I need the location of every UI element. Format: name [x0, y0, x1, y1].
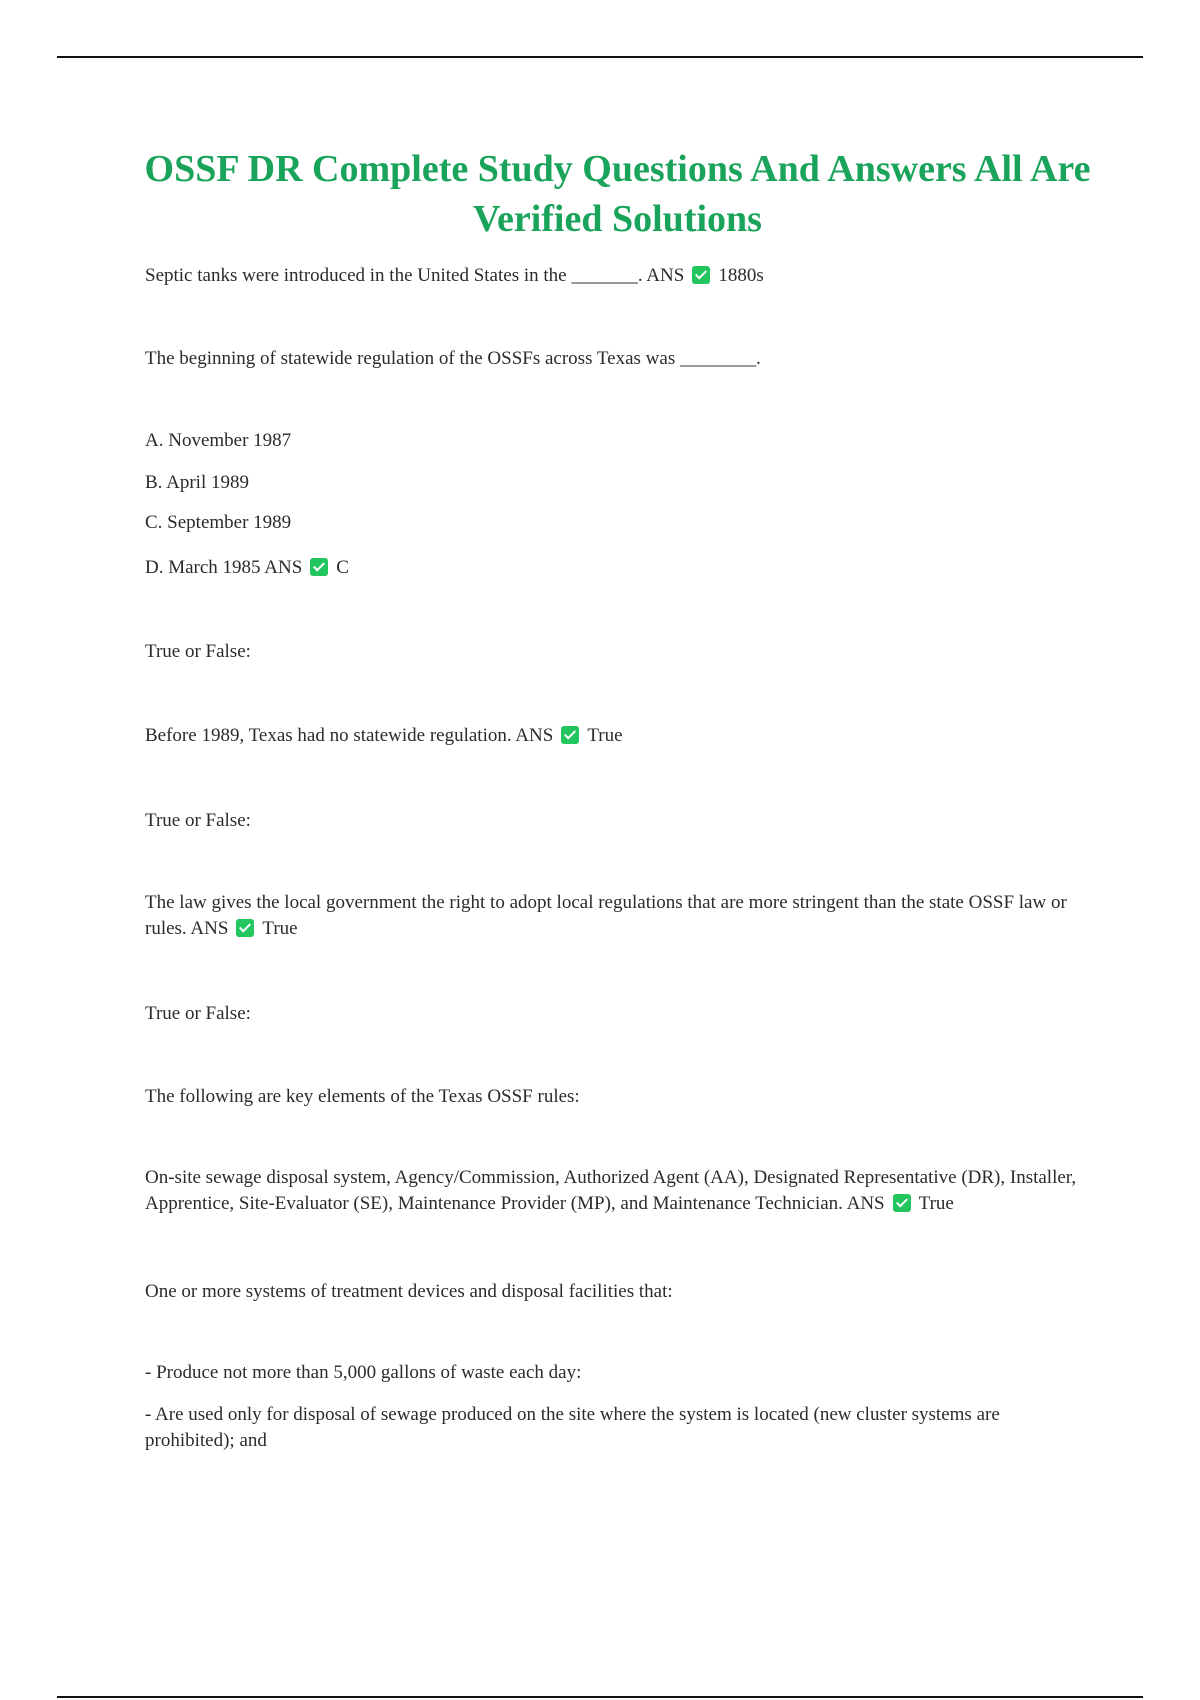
question-1	[145, 263, 1085, 289]
question-6-bullet-2: - Are used only for disposal of sewage produced on the site where the system is located (new cluster systems are prohibited); and	[145, 1404, 1000, 1451]
document-title: OSSF DR Complete Study Questions And Answers All Are Verified Solutions	[144, 148, 1091, 240]
question-2-answer: C	[336, 557, 349, 578]
checkbox-checked-icon	[893, 1194, 911, 1212]
question-4	[145, 890, 1085, 942]
question-6-bullet-1: - Produce not more than 5,000 gallons of waste each day:	[145, 1362, 582, 1383]
question-2-text: The beginning of statewide regulation of the OSSFs across Texas was ________.	[145, 348, 761, 369]
question-2-option-c: C. September 1989	[145, 512, 292, 533]
checkbox-checked-icon	[561, 726, 579, 744]
question-1-answer: 1880s	[718, 265, 764, 286]
question-5-text: On-site sewage disposal system, Agency/Commission, Authorized Agent (AA), Designated Representative (DR), Installer, Apprentice, Site-Evaluator (SE), Maintenance Provider (MP), and Maintenance Technician. ANS	[145, 1167, 1077, 1214]
question-3-prompt: True or False:	[145, 641, 251, 662]
header-rule	[57, 56, 1143, 58]
question-2-option-d-text: D. March 1985 ANS	[145, 557, 303, 578]
question-1-text: Septic tanks were introduced in the United States in the _______. ANS	[145, 265, 685, 286]
question-5-answer: True	[918, 1193, 954, 1214]
question-5-intro: The following are key elements of the Texas OSSF rules:	[145, 1086, 580, 1107]
footer-rule	[57, 1696, 1143, 1698]
checkbox-checked-icon	[692, 266, 710, 284]
question-2-option-b: B. April 1989	[145, 472, 249, 493]
question-4-text: The law gives the local government the right to adopt local regulations that are more stringent than the state OSSF law or rules. ANS	[145, 892, 1067, 939]
question-5-prompt: True or False:	[145, 1003, 251, 1024]
question-4-prompt: True or False:	[145, 810, 251, 831]
question-3	[145, 723, 1085, 749]
checkbox-checked-icon	[236, 919, 254, 937]
question-2-option-d	[145, 555, 1085, 581]
checkbox-checked-icon	[310, 558, 328, 576]
question-3-text: Before 1989, Texas had no statewide regulation. ANS	[145, 725, 554, 746]
question-3-answer: True	[587, 725, 623, 746]
question-5	[145, 1165, 1085, 1217]
question-2-option-a: A. November 1987	[145, 430, 292, 451]
question-4-answer: True	[262, 918, 298, 939]
question-6-intro: One or more systems of treatment devices and disposal facilities that:	[145, 1281, 673, 1302]
